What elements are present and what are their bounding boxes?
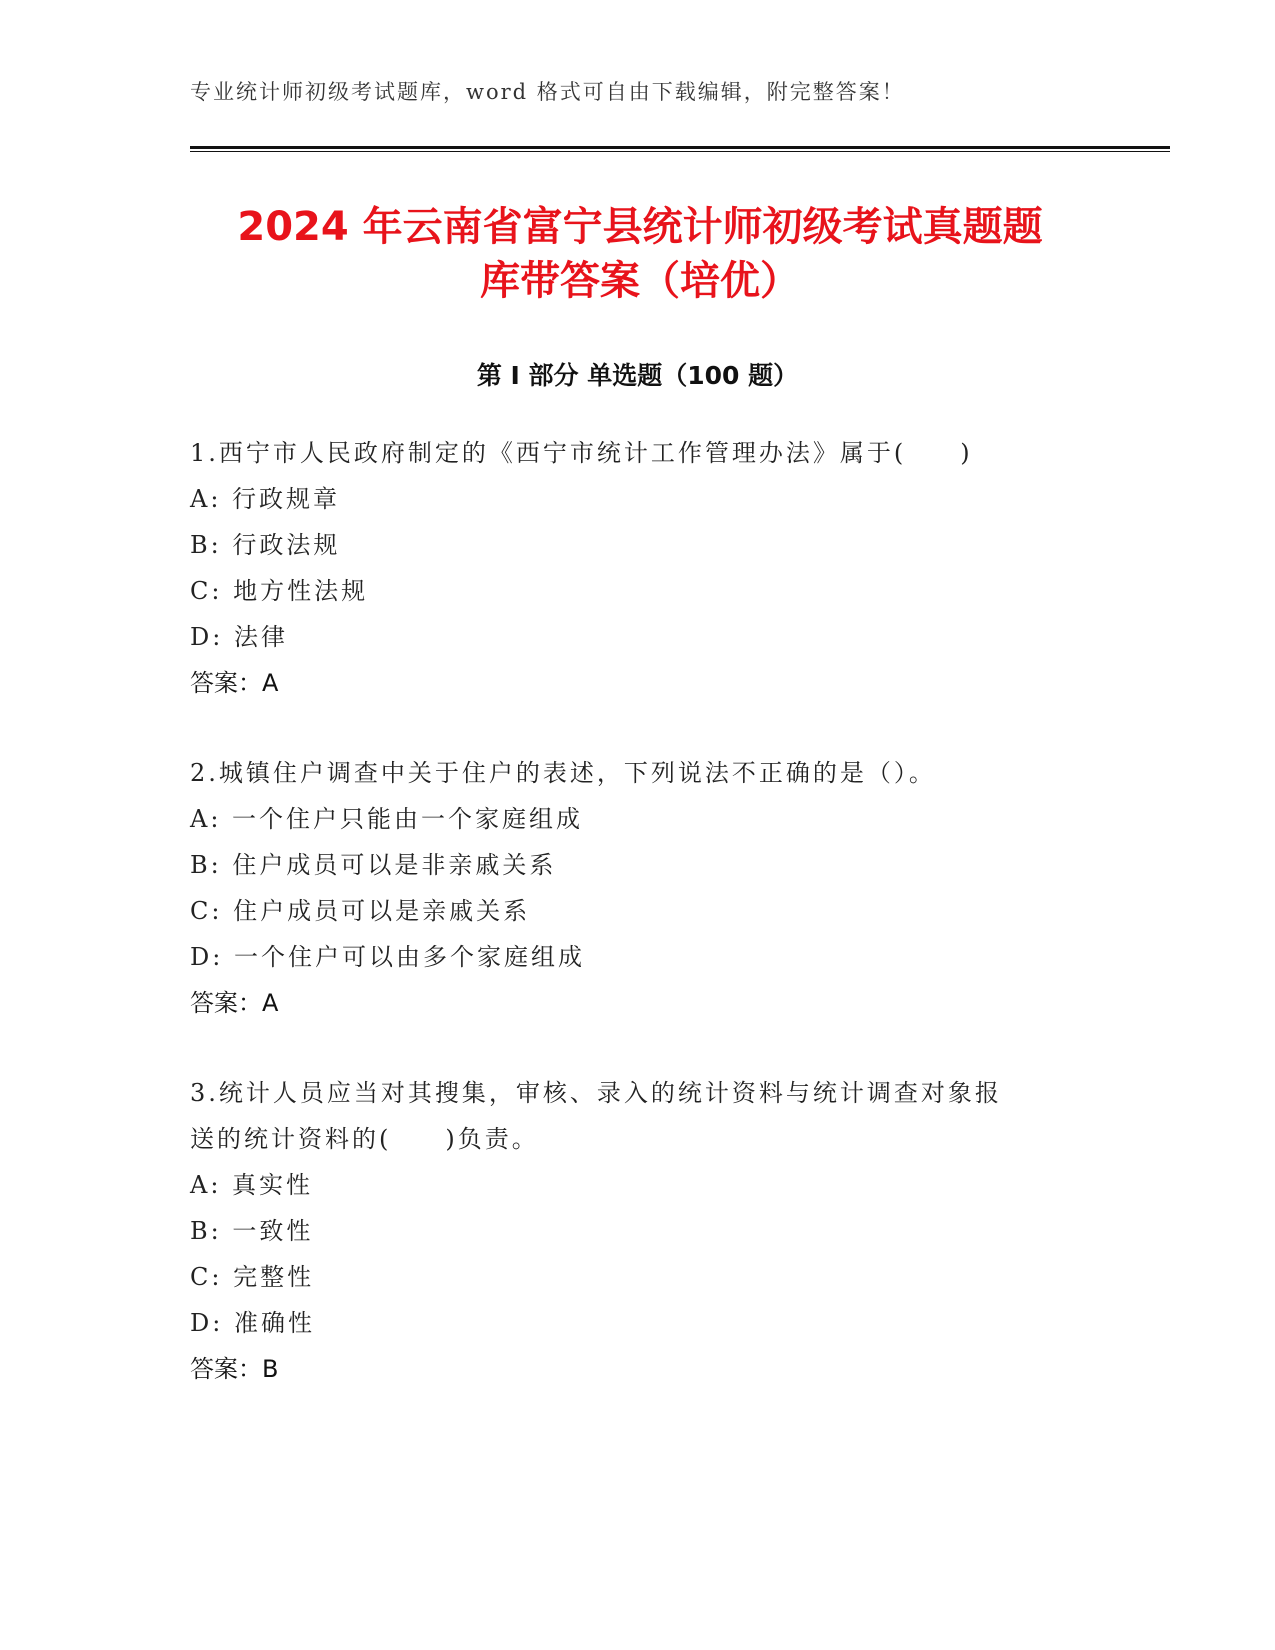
question-2-option-b: B: 住户成员可以是非亲戚关系: [190, 851, 557, 879]
question-1-option-a: A: 行政规章: [190, 485, 341, 513]
document-title-line-1: 2024 年云南省富宁县统计师初级考试真题题: [237, 204, 1043, 250]
question-1-option-b: B: 行政法规: [190, 531, 341, 559]
question-3-option-b: B: 一致性: [190, 1217, 314, 1245]
header-divider-thin: [190, 151, 1170, 152]
question-3-answer: 答案：B: [190, 1355, 279, 1383]
section-title: 第 I 部分 单选题（100 题）: [476, 361, 799, 390]
document-title-line-2: 库带答案（培优）: [480, 258, 800, 304]
header-note: 专业统计师初级考试题库，word 格式可自由下载编辑，附完整答案！: [190, 80, 905, 104]
document-title: [160, 200, 1120, 308]
question-3-option-a: A: 真实性: [190, 1171, 314, 1199]
question-2-option-a: A: 一个住户只能由一个家庭组成: [190, 805, 584, 833]
question-1-stem: 1.西宁市人民政府制定的《西宁市统计工作管理办法》属于( ): [190, 439, 973, 467]
question-1-option-c: C: 地方性法规: [190, 577, 369, 605]
question-3-option-d: D: 准确性: [190, 1309, 315, 1337]
question-2-option-d: D: 一个住户可以由多个家庭组成: [190, 943, 585, 971]
question-2-answer: 答案：A: [190, 989, 279, 1017]
question-3: [190, 1070, 1090, 1392]
question-3-stem-line-2: 送的统计资料的( )负责。: [190, 1125, 539, 1153]
question-2-option-c: C: 住户成员可以是亲戚关系: [190, 897, 531, 925]
header-divider-thick: [190, 146, 1170, 149]
question-3-option-c: C: 完整性: [190, 1263, 315, 1291]
question-1: [190, 430, 1090, 706]
question-1-answer: 答案：A: [190, 669, 279, 697]
question-1-option-d: D: 法律: [190, 623, 288, 651]
question-2: [190, 750, 1090, 1026]
question-2-stem: 2.城镇住户调查中关于住户的表述，下列说法不正确的是（）。: [190, 759, 936, 787]
question-3-stem-line-1: 3.统计人员应当对其搜集，审核、录入的统计资料与统计调查对象报: [190, 1079, 1002, 1107]
